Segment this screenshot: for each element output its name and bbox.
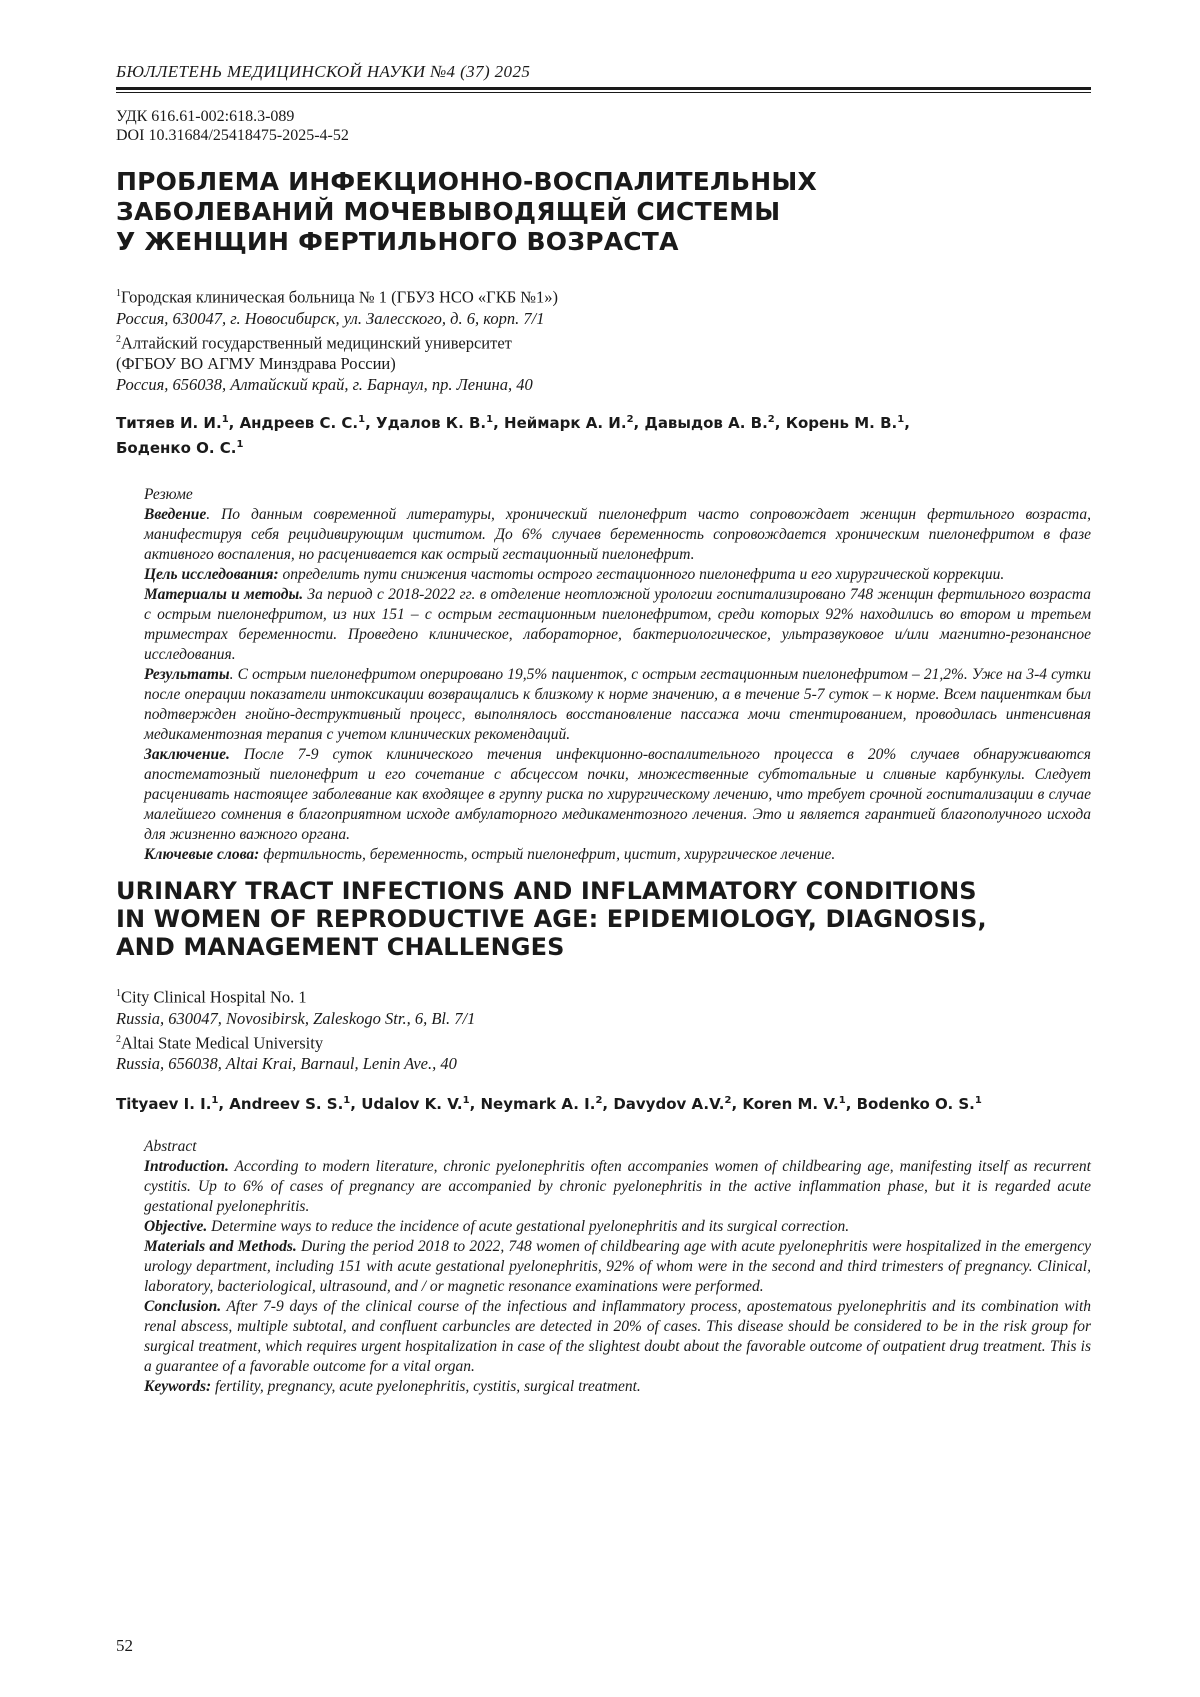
affiliation-1-ru: $^1$Городская клиническая больница № 1 (ГБУЗ НСО «ГКБ №1») <box>116 287 559 307</box>
abstract-conclusion-en: Conclusion. After 7-9 days of the clinical course of the infectious and inflammatory process, apostematous pyelonephritis and its combination with renal abscess, multiple subtotal, and confluent carbuncles are detected in 20% of cases. This disease should be considered to be in the risk group for surgical treatment, which requires urgent hospitalization in case of the slightest doubt about the favorable outcome of outpatient drug treatment. This is a guarantee of a favorable outcome for a vital organ. <box>144 1298 1091 1375</box>
affiliation-1-en: $^1$City Clinical Hospital No. 1 <box>116 987 307 1007</box>
author-en: Davydov A.V.$^2$, <box>613 1095 743 1113</box>
abstract-intro-en: Introduction. According to modern literature, chronic pyelonephritis often accompanies women of childbearing age, manifesting itself as recurrent cystitis. Up to 6% of cases of pregnancy are accompanied by chronic pyelonephritis in the active inflammation phase, but it is regarded acute gestational pyelonephritis. <box>144 1158 1091 1215</box>
author-ru: Корень М. В.$^1$, <box>785 414 910 432</box>
doi[interactable]: DOI 10.31684/25418475-2025-4-52 <box>116 127 349 144</box>
affiliation-2-address-ru: Россия, 656038, Алтайский край, г. Барнаул, пр. Ленина, 40 <box>116 375 533 394</box>
summary-intro-ru: Введение. По данным современной литературы, хронический пиелонефрит часто сопровождает женщин фертильного возраста, манифестируя себя рецидивирующим циститом. До 6% случаев беременность сопровождается хроническим пиелонефритом в фазе активного воспаления, но расценивается как острый гестационный пиелонефрит. <box>144 506 1091 563</box>
header-rule-thin <box>116 92 1091 93</box>
author-en: Neymark A. I.$^2$, <box>480 1095 614 1113</box>
summary-heading-ru: Резюме <box>144 486 193 503</box>
summary-ru <box>144 485 1091 865</box>
summary-aim-ru: Цель исследования: определить пути снижения частоты острого гестационного пиелонефрита и его хирургической коррекции. <box>144 566 1005 583</box>
affiliations-en <box>116 983 1091 1074</box>
affiliation-1-address-ru: Россия, 630047, г. Новосибирск, ул. Залесского, д. 6, корп. 7/1 <box>116 308 545 328</box>
title-ru-line: ЗАБОЛЕВАНИЙ МОЧЕВЫВОДЯЩЕЙ СИСТЕМЫ <box>116 197 781 226</box>
affiliations-ru <box>116 283 1091 395</box>
affiliation-2-ru: $^2$Алтайский государственный медицинский университет <box>116 333 512 352</box>
summary-keywords-ru: Ключевые слова: фертильность, беременность, острый пиелонефрит, цистит, хирургическое лечение. <box>144 846 836 863</box>
author-ru: Давыдов А. В.$^2$, <box>644 414 786 432</box>
header-rule-thick <box>116 87 1091 90</box>
title-en-line: AND MANAGEMENT CHALLENGES <box>116 933 565 961</box>
author-ru: Андреев С. С.$^1$, <box>239 414 376 432</box>
author-ru: Удалов К. В.$^1$, <box>376 414 505 432</box>
udk-code: УДК 616.61-002:618.3-089 <box>116 108 295 125</box>
author-en: Koren M. V.$^1$, <box>742 1095 857 1113</box>
title-ru-line: У ЖЕНЩИН ФЕРТИЛЬНОГО ВОЗРАСТА <box>116 227 679 256</box>
title-en-line: IN WOMEN OF REPRODUCTIVE AGE: EPIDEMIOLOGY, DIAGNOSIS, <box>116 905 987 933</box>
abstract-keywords-en: Keywords: fertility, pregnancy, acute pyelonephritis, cystitis, surgical treatment. <box>144 1378 641 1395</box>
authors-en <box>116 1090 1091 1115</box>
article-title-ru <box>116 167 1091 257</box>
journal-running-title: БЮЛЛЕТЕНЬ МЕДИЦИНСКОЙ НАУКИ №4 (37) 2025 <box>116 62 531 81</box>
title-ru-line: ПРОБЛЕМА ИНФЕКЦИОННО-ВОСПАЛИТЕЛЬНЫХ <box>116 167 817 196</box>
author-en: Andreev S. S.$^1$, <box>229 1095 362 1113</box>
author-en: Bodenko O. S.$^1$ <box>856 1095 982 1113</box>
affiliation-2-ru-cont: (ФГБОУ ВО АГМУ Минздрава России) <box>116 354 396 373</box>
abstract-methods-en: Materials and Methods. During the period 2018 to 2022, 748 women of childbearing age with acute pyelonephritis were hospitalized in the emergency urology department, including 151 with acute gestational pyelonephritis, 92% of whom were in the second and third trimesters of pregnancy. Clinical, laboratory, bacteriological, ultrasound, and / or magnetic resonance examinations were performed. <box>144 1238 1092 1295</box>
article-title-en <box>116 877 1091 961</box>
page-number: 52 <box>116 1636 133 1655</box>
authors-ru <box>116 409 1091 459</box>
article-identifiers <box>116 107 1091 145</box>
summary-results-ru: Результаты. С острым пиелонефритом оперировано 19,5% пациенток, с острым гестационным пиелонефритом – 21,2%. Уже на 3-4 сутки после операции показатели интоксикации возвращались к близкому к норме значению, а в течение 5-7 суток – к норме. Всем пациенткам был подтвержден гнойно-деструктивный процесс, выполнялось восстановление пассажа мочи стентированием, проводилась интенсивная медикаментозная терапия с учетом клинических рекомендаций. <box>144 666 1091 743</box>
author-en: Tityaev I. I.$^1$, <box>116 1095 230 1113</box>
affiliation-1-address-en: Russia, 630047, Novosibirsk, Zaleskogo Str., 6, Bl. 7/1 <box>116 1008 476 1028</box>
affiliation-2-en: $^2$Altai State Medical University <box>116 1033 324 1052</box>
author-en: Udalov K. V.$^1$, <box>361 1095 481 1113</box>
summary-methods-ru: Материалы и методы. За период с 2018-2022 гг. в отделение неотложной урологии госпитализировано 748 женщин фертильного возраста с острым пиелонефритом, из них 151 – с острым гестационным пиелонефритом, среди которых 92% находились во втором и третьем триместрах беременности. Проведено клиническое, лабораторное, бактериологическое, ультразвуковое и/или магнитно-резонансное исследования. <box>144 586 1091 663</box>
abstract-heading-en: Abstract <box>144 1138 197 1155</box>
article-page <box>116 62 1091 1397</box>
abstract-objective-en: Objective. Determine ways to reduce the incidence of acute gestational pyelonephritis and its surgical correction. <box>144 1218 850 1235</box>
abstract-en <box>144 1137 1091 1397</box>
author-ru: Неймарк А. И.$^2$, <box>504 414 645 432</box>
title-en-line: URINARY TRACT INFECTIONS AND INFLAMMATORY CONDITIONS <box>116 877 977 905</box>
summary-conclusion-ru: Заключение. После 7-9 суток клинического течения инфекционно-воспалительного процесса в 20% случаев обнаруживаются апостематозный пиелонефрит и его сочетание с абсцессом почки, множественные субтотальные и сливные карбункулы. Следует расценивать настоящее заболевание как входящее в группу риска по хирургическому лечению, что требует срочной госпитализации в случае малейшего сомнения в благоприятном исходе амбулаторного медикаментозного лечения. Это и является гарантией благополучного исхода для жизненно важного органа. <box>144 746 1091 843</box>
author-ru: Титяев И. И.$^1$, <box>116 414 240 432</box>
affiliation-2-address-en: Russia, 656038, Altai Krai, Barnaul, Lenin Ave., 40 <box>116 1054 457 1073</box>
author-ru: Боденко О. С.$^1$ <box>116 439 244 457</box>
